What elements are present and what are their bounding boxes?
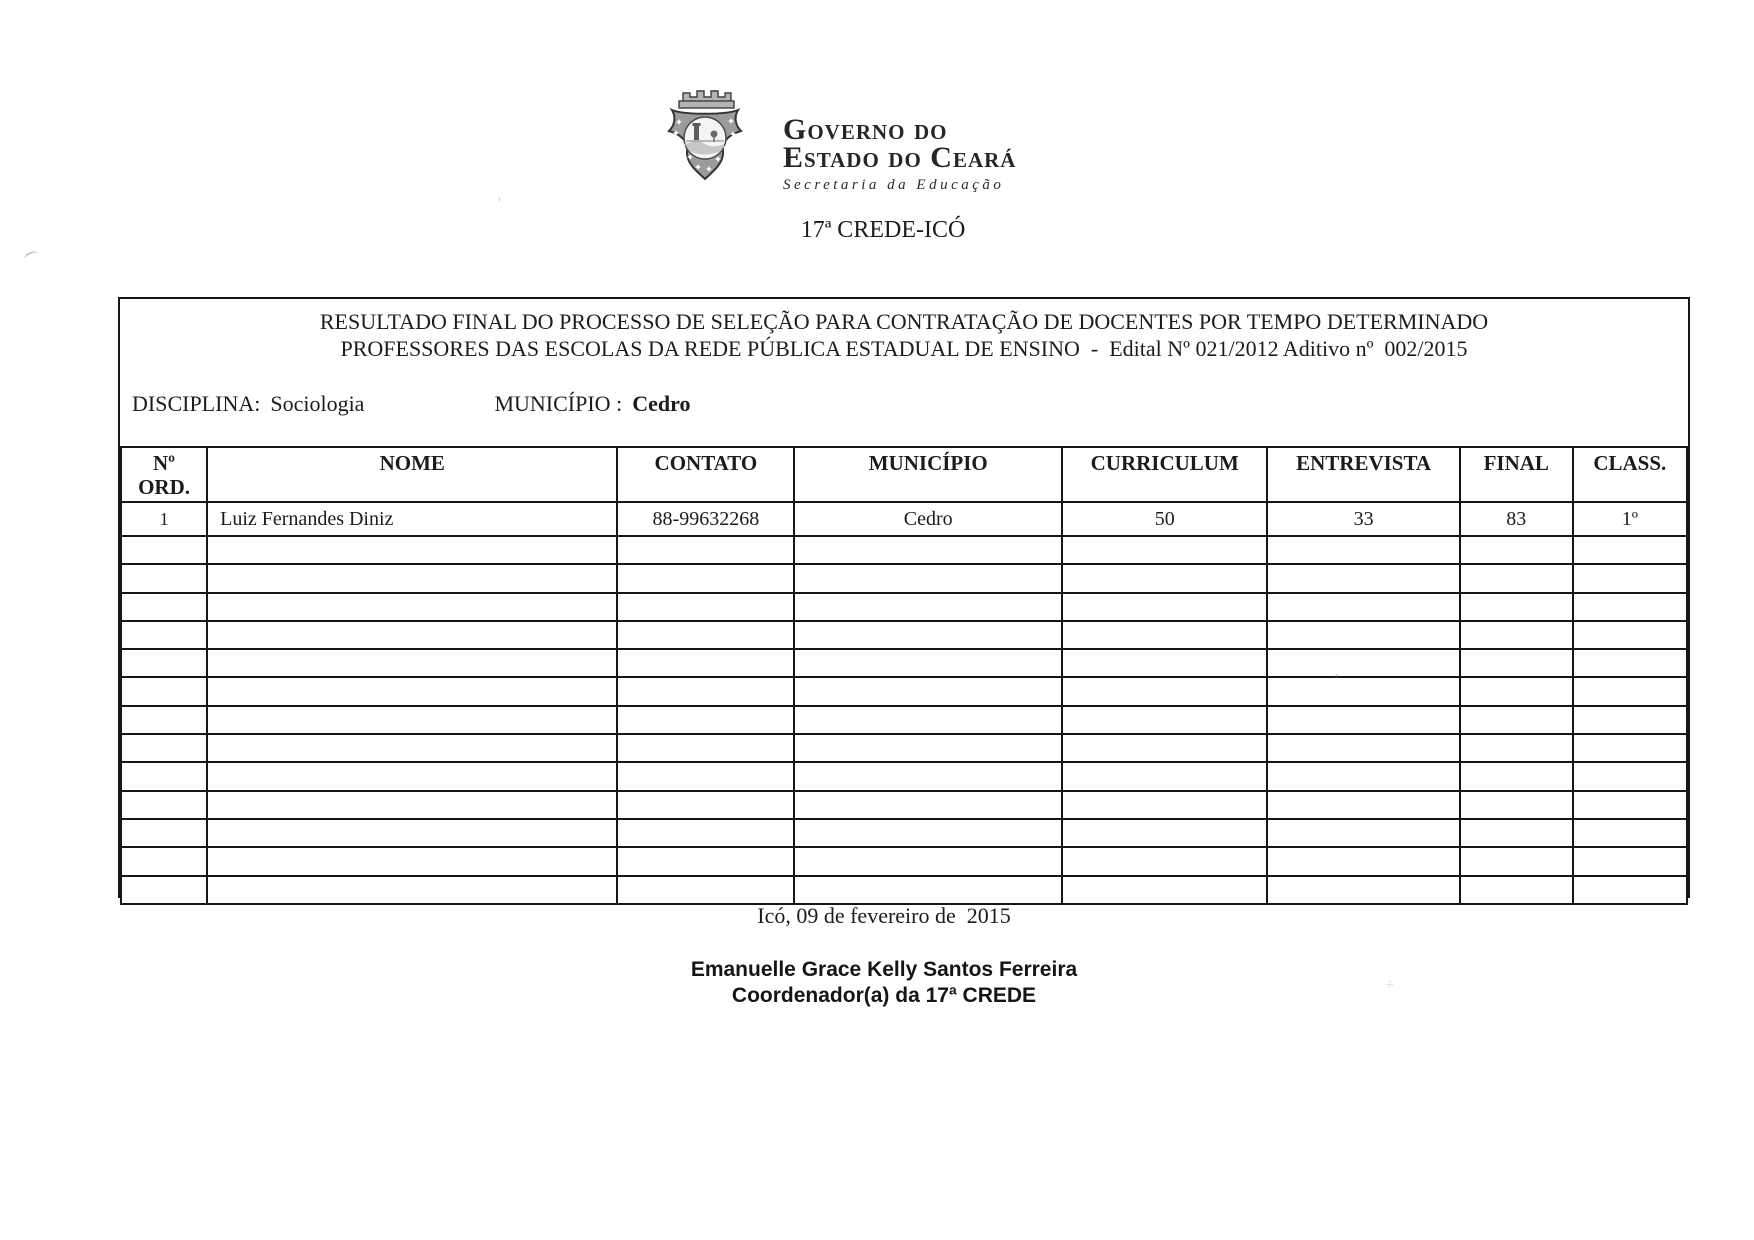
crede-title: 17ª CREDE-ICÓ xyxy=(800,217,966,243)
empty-cell xyxy=(1460,791,1573,819)
empty-cell xyxy=(207,791,617,819)
empty-cell xyxy=(794,564,1062,592)
empty-cell xyxy=(1460,819,1573,847)
empty-cell xyxy=(121,564,207,592)
empty-cell xyxy=(207,536,617,564)
document-title-line1: RESULTADO FINAL DO PROCESSO DE SELEÇÃO PARA CONTRATAÇÃO DE DOCENTES POR TEMPO DETERMINADO xyxy=(319,309,1489,334)
empty-cell xyxy=(207,876,617,904)
empty-cell xyxy=(617,819,794,847)
empty-cell xyxy=(121,706,207,734)
empty-cell xyxy=(121,847,207,875)
scan-artifact: ’ xyxy=(497,196,502,211)
empty-cell xyxy=(121,621,207,649)
scan-artifact xyxy=(23,249,39,262)
empty-cell xyxy=(1267,536,1460,564)
empty-cell xyxy=(1267,706,1460,734)
empty-cell xyxy=(1573,762,1687,790)
empty-cell xyxy=(617,649,794,677)
empty-cell xyxy=(207,677,617,705)
empty-cell xyxy=(617,536,794,564)
empty-cell xyxy=(1573,819,1687,847)
empty-cell xyxy=(1062,536,1267,564)
empty-cell xyxy=(1460,677,1573,705)
empty-cell xyxy=(617,791,794,819)
empty-cell xyxy=(617,847,794,875)
empty-cell xyxy=(1573,677,1687,705)
empty-cell xyxy=(1573,876,1687,904)
empty-cell xyxy=(617,762,794,790)
empty-cell xyxy=(1267,649,1460,677)
table-row-candidate-1 xyxy=(121,502,1687,536)
empty-cell xyxy=(1267,734,1460,762)
empty-cell xyxy=(207,706,617,734)
empty-cell xyxy=(1267,564,1460,592)
col-header-municipio: MUNICÍPIO xyxy=(794,447,1062,502)
signature-block xyxy=(691,957,1077,1009)
empty-cell xyxy=(121,791,207,819)
empty-table-row xyxy=(121,593,1687,621)
empty-cell xyxy=(1267,621,1460,649)
empty-table-row xyxy=(121,564,1687,592)
ceara-coat-of-arms-icon xyxy=(652,88,757,190)
empty-cell xyxy=(1062,593,1267,621)
cell-entrevista: 33 xyxy=(1267,502,1460,536)
secretaria-subtitle: Secretaria da Educação xyxy=(783,177,1005,193)
empty-cell xyxy=(1460,734,1573,762)
empty-cell xyxy=(1267,593,1460,621)
disciplina-label: DISCIPLINA: xyxy=(132,391,261,416)
empty-table-row xyxy=(121,621,1687,649)
empty-cell xyxy=(617,677,794,705)
empty-cell xyxy=(1062,706,1267,734)
cell-class: 1º xyxy=(1573,502,1687,536)
government-name-block xyxy=(783,88,1016,194)
empty-table-row xyxy=(121,734,1687,762)
empty-cell xyxy=(617,876,794,904)
cell-contato: 88-99632268 xyxy=(617,502,794,536)
empty-cell xyxy=(121,819,207,847)
empty-cell xyxy=(794,706,1062,734)
empty-cell xyxy=(617,564,794,592)
empty-table-row xyxy=(121,649,1687,677)
empty-cell xyxy=(207,564,617,592)
empty-cell xyxy=(1267,847,1460,875)
empty-cell xyxy=(1573,734,1687,762)
empty-cell xyxy=(1267,791,1460,819)
empty-cell xyxy=(794,847,1062,875)
empty-table-row xyxy=(121,762,1687,790)
empty-cell xyxy=(121,677,207,705)
empty-cell xyxy=(617,621,794,649)
empty-cell xyxy=(794,791,1062,819)
empty-cell xyxy=(794,593,1062,621)
results-box xyxy=(118,297,1690,898)
empty-cell xyxy=(121,876,207,904)
empty-cell xyxy=(207,593,617,621)
empty-cell xyxy=(207,649,617,677)
empty-cell xyxy=(121,536,207,564)
cell-municipio: Cedro xyxy=(794,502,1062,536)
empty-cell xyxy=(121,762,207,790)
empty-cell xyxy=(1062,762,1267,790)
empty-cell xyxy=(794,536,1062,564)
empty-cell xyxy=(1573,621,1687,649)
empty-table-row xyxy=(121,706,1687,734)
empty-cell xyxy=(794,734,1062,762)
empty-cell xyxy=(207,847,617,875)
col-header-num-ord: Nº ORD. xyxy=(121,447,207,502)
empty-cell xyxy=(1573,649,1687,677)
government-name-line2: Estado do Ceará xyxy=(783,141,1017,174)
empty-cell xyxy=(207,734,617,762)
empty-cell xyxy=(1460,762,1573,790)
results-table-body xyxy=(121,502,1687,904)
col-header-entrevista: ENTREVISTA xyxy=(1267,447,1460,502)
municipio-label: MUNICÍPIO : xyxy=(494,391,623,416)
empty-cell xyxy=(1267,819,1460,847)
empty-cell xyxy=(1460,536,1573,564)
col-header-final: FINAL xyxy=(1460,447,1573,502)
document-title-line2: PROFESSORES DAS ESCOLAS DA REDE PÚBLICA ESTADUAL DE ENSINO - Edital Nº 021/2012 Aditivo nº 002/2015 xyxy=(340,336,1468,361)
empty-cell xyxy=(207,621,617,649)
empty-cell xyxy=(121,734,207,762)
cell-curriculum: 50 xyxy=(1062,502,1267,536)
empty-cell xyxy=(794,621,1062,649)
empty-cell xyxy=(1573,536,1687,564)
empty-cell xyxy=(1460,593,1573,621)
empty-cell xyxy=(794,819,1062,847)
empty-table-row xyxy=(121,847,1687,875)
discipline-municipio-line xyxy=(132,391,1688,417)
empty-cell xyxy=(1460,706,1573,734)
empty-cell xyxy=(1062,876,1267,904)
government-letterhead xyxy=(652,88,1016,194)
empty-cell xyxy=(1573,593,1687,621)
col-header-contato: CONTATO xyxy=(617,447,794,502)
date-line: Icó, 09 de fevereiro de 2015 xyxy=(757,903,1011,928)
empty-cell xyxy=(1062,677,1267,705)
empty-cell xyxy=(1062,847,1267,875)
empty-cell xyxy=(794,762,1062,790)
empty-table-row xyxy=(121,677,1687,705)
empty-cell xyxy=(1460,621,1573,649)
results-table xyxy=(120,446,1688,905)
empty-cell xyxy=(1267,762,1460,790)
disciplina-value: Sociologia xyxy=(270,391,365,416)
empty-cell xyxy=(207,762,617,790)
empty-cell xyxy=(1062,791,1267,819)
cell-ord: 1 xyxy=(121,502,207,536)
empty-cell xyxy=(1573,791,1687,819)
government-name-line1: Governo do xyxy=(783,113,948,146)
empty-cell xyxy=(1062,564,1267,592)
empty-cell xyxy=(1267,876,1460,904)
empty-cell xyxy=(1573,847,1687,875)
cell-final: 83 xyxy=(1460,502,1573,536)
empty-cell xyxy=(1460,649,1573,677)
empty-cell xyxy=(794,649,1062,677)
municipio-value: Cedro xyxy=(632,391,691,416)
empty-cell xyxy=(617,706,794,734)
empty-cell xyxy=(617,593,794,621)
empty-cell xyxy=(1062,649,1267,677)
empty-cell xyxy=(1267,677,1460,705)
empty-cell xyxy=(1460,847,1573,875)
empty-cell xyxy=(121,593,207,621)
empty-cell xyxy=(617,734,794,762)
col-header-class: CLASS. xyxy=(1573,447,1687,502)
scan-artifact: ’ xyxy=(1334,672,1339,687)
col-header-nome: NOME xyxy=(207,447,617,502)
header-row xyxy=(121,447,1687,502)
empty-table-row xyxy=(121,791,1687,819)
scan-artifact: ÷ xyxy=(1386,978,1394,993)
empty-cell xyxy=(794,876,1062,904)
empty-cell xyxy=(1460,876,1573,904)
empty-table-row xyxy=(121,819,1687,847)
empty-table-row xyxy=(121,536,1687,564)
signature-name: Emanuelle Grace Kelly Santos Ferreira xyxy=(690,958,1078,981)
empty-cell xyxy=(207,819,617,847)
results-table-header xyxy=(121,447,1687,502)
col-header-curriculum: CURRICULUM xyxy=(1062,447,1267,502)
signature-role: Coordenador(a) da 17ª CREDE xyxy=(731,984,1037,1007)
empty-cell xyxy=(1573,564,1687,592)
empty-table-row xyxy=(121,876,1687,904)
empty-cell xyxy=(1573,706,1687,734)
cell-nome: Luiz Fernandes Diniz xyxy=(207,502,617,536)
empty-cell xyxy=(794,677,1062,705)
empty-cell xyxy=(1062,734,1267,762)
empty-cell xyxy=(121,649,207,677)
empty-cell xyxy=(1062,819,1267,847)
empty-cell xyxy=(1062,621,1267,649)
empty-cell xyxy=(1460,564,1573,592)
